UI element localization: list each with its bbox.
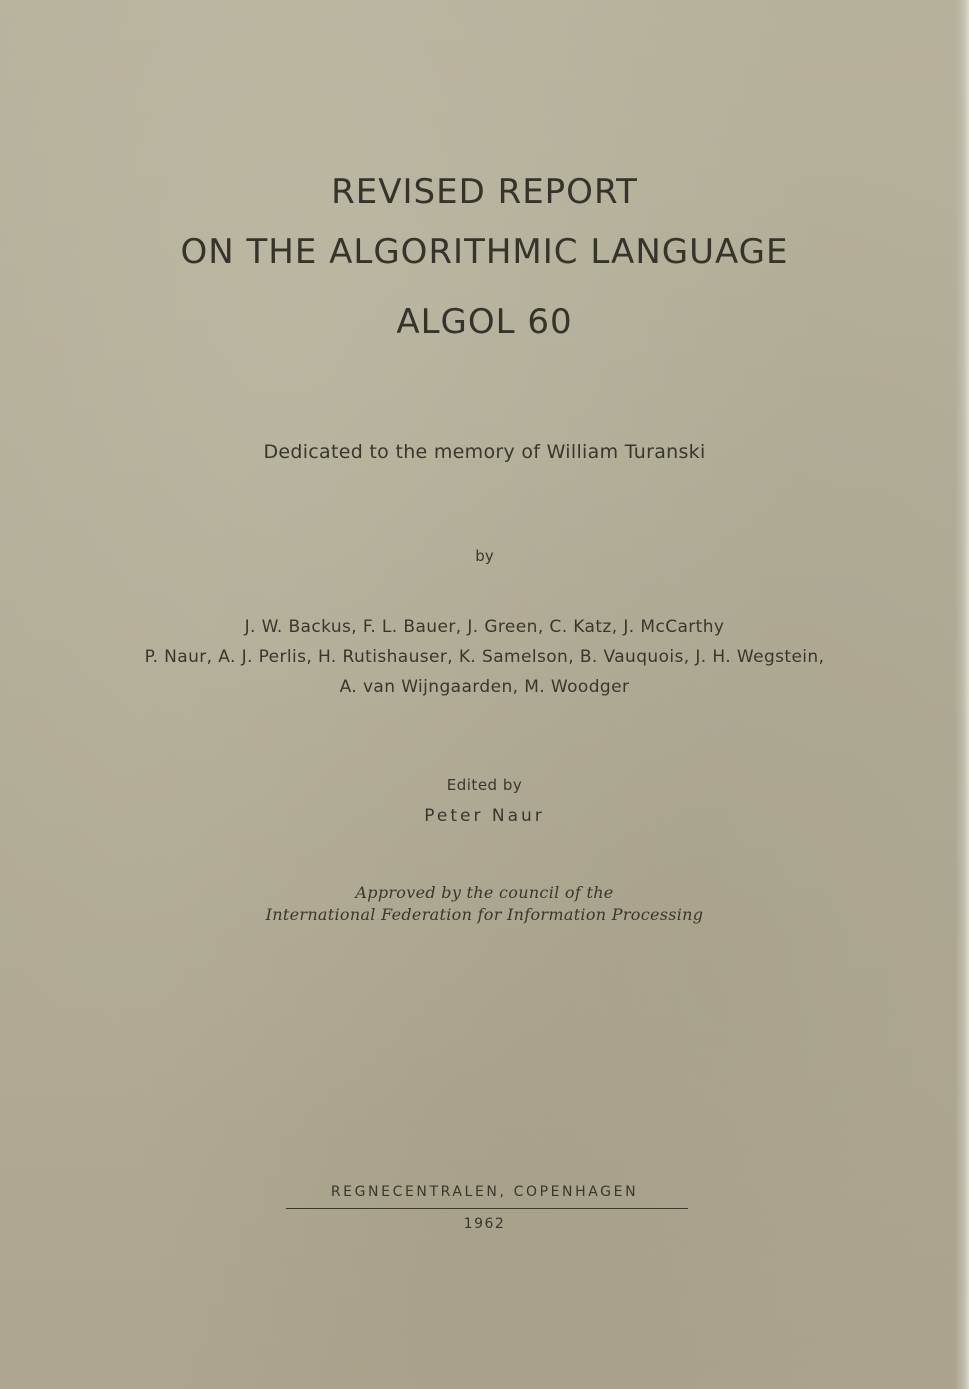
publication-year: 1962 bbox=[463, 1216, 506, 1232]
title-line-2: ON THE ALGORITHMIC LANGUAGE bbox=[180, 232, 789, 272]
publisher-rule bbox=[286, 1208, 688, 1209]
authors-line-3: A. van Wijngaarden, M. Woodger bbox=[339, 677, 630, 697]
title-line-3: ALGOL 60 bbox=[396, 302, 573, 342]
publisher: REGNECENTRALEN, COPENHAGEN bbox=[330, 1184, 639, 1200]
authors-line-2: P. Naur, A. J. Perlis, H. Rutishauser, K. Samelson, B. Vauquois, J. H. Wegstein, bbox=[144, 647, 825, 667]
approval-line-1: Approved by the council of the bbox=[355, 883, 614, 902]
edited-by-label: Edited by bbox=[446, 776, 523, 794]
dedication: Dedicated to the memory of William Turanski bbox=[263, 441, 706, 463]
approval-line-2: International Federation for Information Processing bbox=[265, 905, 704, 924]
by-label: by bbox=[475, 547, 494, 565]
title-line-1: REVISED REPORT bbox=[331, 172, 638, 212]
authors-line-1: J. W. Backus, F. L. Bauer, J. Green, C. Katz, J. McCarthy bbox=[244, 617, 725, 637]
editor-name: Peter Naur bbox=[424, 806, 545, 826]
